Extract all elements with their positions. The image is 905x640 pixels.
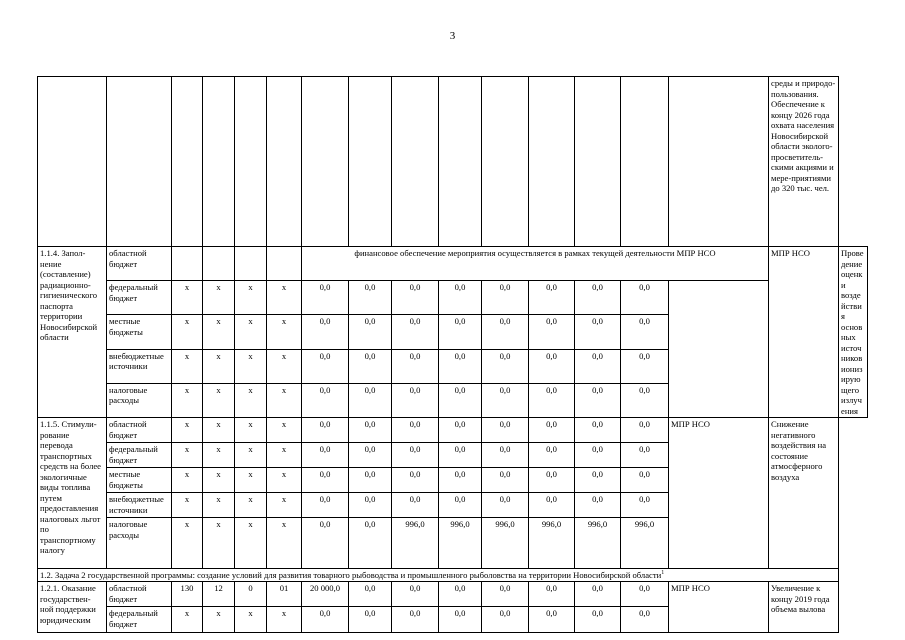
value-cell: 0,0 [621,315,669,349]
empty-cell [392,77,439,247]
code-cell: х [172,281,203,315]
value-cell: 0,0 [482,281,529,315]
code-cell: х [172,315,203,349]
code-cell: х [267,518,302,569]
value-cell: 0,0 [392,383,439,417]
table-row [38,77,868,247]
task-footnote-mark: 1 [661,570,665,577]
value-cell: 0,0 [529,418,575,443]
code-cell: х [203,607,235,633]
value-cell: 0,0 [349,493,392,518]
value-cell: 0,0 [575,349,621,383]
funding-source: внебюджетные источники [107,349,172,383]
value-cell: 0,0 [349,281,392,315]
value-cell: 0,0 [392,493,439,518]
value-cell: 0,0 [482,468,529,493]
value-cell: 996,0 [621,518,669,569]
value-cell: 0,0 [621,281,669,315]
funding-source: местные бюджеты [107,468,172,493]
code-cell: х [235,349,267,383]
value-cell: 0,0 [392,607,439,633]
empty-cell [621,77,669,247]
value-cell: 0,0 [529,493,575,518]
value-cell: 0,0 [349,607,392,633]
value-cell: 0,0 [439,281,482,315]
value-cell: 0,0 [302,349,349,383]
value-cell: 0,0 [302,518,349,569]
code-cell: х [267,468,302,493]
funding-source: налоговые расходы [107,383,172,417]
value-cell: 0,0 [349,418,392,443]
value-cell: 0,0 [392,349,439,383]
task-row [38,569,868,582]
empty-cell [267,247,302,281]
table-row [38,247,868,281]
value-cell: 0,0 [529,443,575,468]
empty-cell [172,77,203,247]
empty-cell [267,77,302,247]
empty-cell [107,77,172,247]
code-cell: х [172,518,203,569]
value-cell: 0,0 [621,418,669,443]
value-cell: 0,0 [575,607,621,633]
empty-cell [349,77,392,247]
code-cell: х [267,418,302,443]
code-cell: х [203,383,235,417]
code-cell: х [235,468,267,493]
value-cell: 0,0 [621,349,669,383]
value-cell: 0,0 [482,493,529,518]
empty-cell [302,77,349,247]
code-cell: х [267,493,302,518]
task-cell [38,569,839,582]
code-cell: х [267,443,302,468]
value-cell: 0,0 [349,383,392,417]
value-cell: 0,0 [302,607,349,633]
value-cell: 0,0 [529,582,575,607]
code-cell: х [203,493,235,518]
code-cell: х [203,315,235,349]
value-cell: 0,0 [575,443,621,468]
value-cell: 0,0 [349,315,392,349]
code-cell: х [172,418,203,443]
value-cell: 0,0 [439,582,482,607]
value-cell: 0,0 [529,468,575,493]
code-cell: х [267,349,302,383]
value-cell: 996,0 [482,518,529,569]
code-cell: х [235,443,267,468]
code-cell: х [235,518,267,569]
value-cell: 0,0 [302,468,349,493]
value-cell: 0,0 [349,443,392,468]
value-cell: 0,0 [621,443,669,468]
code-cell: х [172,443,203,468]
value-cell: 0,0 [575,281,621,315]
code-cell: х [203,468,235,493]
code-cell: х [172,349,203,383]
value-cell: 0,0 [392,281,439,315]
value-cell: 0,0 [302,493,349,518]
value-cell: 0,0 [392,468,439,493]
task-text: 1.2. Задача 2 государственной программы: создание условий для развития товарного рыбоводства и промышленного рыболовства на территории Новосибирской области [40,570,662,580]
value-cell: 0,0 [529,607,575,633]
empty-cell [669,77,769,247]
code-cell: 130 [172,582,203,607]
value-cell: 0,0 [349,582,392,607]
value-cell: 0,0 [482,418,529,443]
table-row [38,418,868,443]
value-cell: 0,0 [482,443,529,468]
value-cell: 0,0 [575,582,621,607]
value-cell: 0,0 [439,418,482,443]
value-cell: 0,0 [439,349,482,383]
value-cell: 0,0 [529,383,575,417]
value-cell: 0,0 [439,468,482,493]
value-cell: 0,0 [529,281,575,315]
activity-name: 1.2.1. Оказание государствен-ной поддержки юридическим [38,582,107,633]
table-row [38,582,868,607]
funding-source: федеральный бюджет [107,443,172,468]
empty-cell [235,247,267,281]
code-cell: 01 [267,582,302,607]
value-cell: 0,0 [621,493,669,518]
result-cell: Снижение негативного воздействия на состояние атмосферного воздуха [769,418,839,569]
value-cell: 0,0 [621,468,669,493]
empty-cell [203,77,235,247]
page-number: 3 [449,30,456,42]
executor: МПР НСО [769,247,839,418]
value-cell: 0,0 [302,383,349,417]
funding-source: федеральный бюджет [107,607,172,633]
funding-source: областной бюджет [107,582,172,607]
code-cell: х [203,418,235,443]
value-cell: 0,0 [575,315,621,349]
value-cell: 0,0 [392,582,439,607]
financing-note: финансовое обеспечение мероприятия осуществляется в рамках текущей деятельности МПР НСО [302,247,769,281]
value-cell: 0,0 [302,443,349,468]
code-cell: х [235,493,267,518]
funding-source: областной бюджет [107,247,172,281]
empty-cell [439,77,482,247]
value-cell: 0,0 [439,493,482,518]
value-cell: 0,0 [575,493,621,518]
code-cell: х [267,281,302,315]
funding-source: налоговые расходы [107,518,172,569]
value-cell: 0,0 [482,349,529,383]
code-cell: х [172,383,203,417]
empty-cell [235,77,267,247]
value-cell: 0,0 [439,383,482,417]
table-row [38,281,868,315]
value-cell: 20 000,0 [302,582,349,607]
value-cell: 0,0 [575,383,621,417]
value-cell: 0,0 [349,468,392,493]
value-cell: 996,0 [575,518,621,569]
value-cell: 0,0 [439,607,482,633]
value-cell: 0,0 [482,607,529,633]
code-cell: х [235,383,267,417]
code-cell: х [235,607,267,633]
value-cell: 996,0 [529,518,575,569]
code-cell: х [203,349,235,383]
code-cell: 0 [235,582,267,607]
value-cell: 0,0 [392,443,439,468]
empty-cell [203,247,235,281]
value-cell: 0,0 [621,607,669,633]
value-cell: 0,0 [302,315,349,349]
empty-cell [529,77,575,247]
code-cell: х [267,607,302,633]
code-cell: х [235,315,267,349]
value-cell: 0,0 [482,315,529,349]
empty-cell [575,77,621,247]
value-cell: 0,0 [529,349,575,383]
program-table [37,76,868,633]
value-cell: 0,0 [349,349,392,383]
value-cell: 0,0 [349,518,392,569]
executor: МПР НСО [669,418,769,569]
code-cell: х [172,493,203,518]
code-cell: х [172,468,203,493]
table-row [38,315,868,349]
value-cell: 0,0 [439,315,482,349]
table-row [38,349,868,383]
empty-cell [38,77,107,247]
activity-name: 1.1.5. Стимули-рование перевода транспортных средств на более экологичные виды топлива путем предоставления налоговых льгот по транспортному налогу [38,418,107,569]
code-cell: х [267,315,302,349]
value-cell: 0,0 [575,468,621,493]
empty-cell [482,77,529,247]
funding-source: федеральный бюджет [107,281,172,315]
value-cell: 0,0 [302,418,349,443]
value-cell: 0,0 [575,418,621,443]
code-cell: х [203,443,235,468]
value-cell: 0,0 [392,418,439,443]
result-cell: Увеличение к концу 2019 года объема вылова [769,582,839,633]
activity-name: 1.1.4. Запол-нение (составление) радиационно-гигиенического паспорта территории Новосибирской области [38,247,107,418]
code-cell: х [203,518,235,569]
funding-source: областной бюджет [107,418,172,443]
code-cell: х [172,607,203,633]
value-cell: 996,0 [392,518,439,569]
executor: МПР НСО [669,582,769,633]
value-cell: 0,0 [439,443,482,468]
result-cell: среды и природо-пользования. Обеспечение к концу 2026 года охвата населения Новосибирской области эколого-просветитель-скими акциями и мере-приятиями до 320 тыс. чел. [769,77,839,247]
value-cell: 0,0 [302,281,349,315]
value-cell: 0,0 [482,383,529,417]
code-cell: х [235,281,267,315]
table-row [38,383,868,417]
empty-cell [172,247,203,281]
value-cell: 996,0 [439,518,482,569]
code-cell: х [267,383,302,417]
table-body [38,77,868,633]
funding-source: местные бюджеты [107,315,172,349]
value-cell: 0,0 [482,582,529,607]
value-cell: 0,0 [392,315,439,349]
result-cell: Проведение оценки воздействия основных источников ионизирующего излучения [839,247,868,418]
code-cell: х [203,281,235,315]
funding-source: внебюджетные источники [107,493,172,518]
value-cell: 0,0 [621,383,669,417]
code-cell: х [235,418,267,443]
code-cell: 12 [203,582,235,607]
value-cell: 0,0 [529,315,575,349]
value-cell: 0,0 [621,582,669,607]
